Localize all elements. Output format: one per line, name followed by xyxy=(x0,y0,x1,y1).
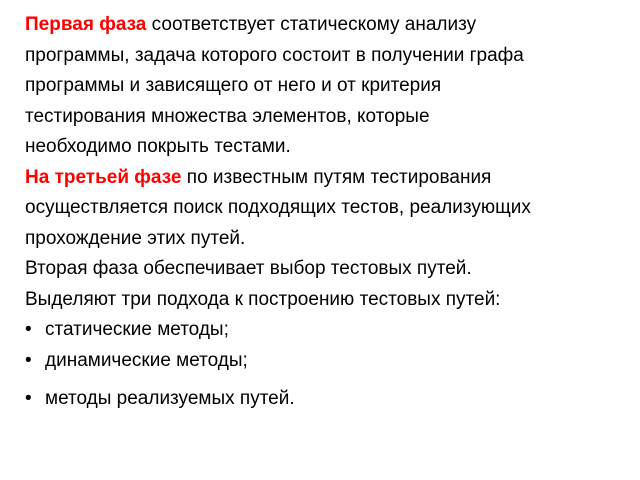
text-line: по известным путям тестирования xyxy=(181,166,492,188)
approaches-list xyxy=(25,315,625,415)
list-item-text: статические методы; xyxy=(45,319,229,340)
text-line: осуществляется поиск подходящих тестов, реализующих xyxy=(25,197,531,218)
list-item xyxy=(25,315,625,346)
slide-content xyxy=(25,10,625,415)
list-item-text: динамические методы; xyxy=(45,349,248,371)
paragraph-first-phase xyxy=(25,10,625,163)
paragraph-third-phase xyxy=(25,163,625,255)
list-item-text: методы реализуемых путей. xyxy=(45,388,295,409)
paragraph-second-phase xyxy=(25,254,625,315)
list-item xyxy=(25,346,625,377)
bullet-icon: • xyxy=(25,349,32,371)
text-line: Вторая фаза обеспечивает выбор тестовых путей. xyxy=(25,258,472,279)
bullet-icon: • xyxy=(25,319,32,340)
highlight-third-phase: На третьей фазе xyxy=(25,166,182,188)
text-line: программы и зависящего от него и от критерия xyxy=(25,75,442,96)
highlight-first-phase: Первая фаза xyxy=(25,14,147,35)
text-line: необходимо покрыть тестами. xyxy=(25,136,291,157)
text-line: прохождение этих путей. xyxy=(25,227,246,249)
text-line: тестирования множества элементов, которые xyxy=(25,105,430,127)
text-line: программы, задача которого состоит в получении графа xyxy=(25,44,524,66)
bullet-icon: • xyxy=(25,388,32,409)
list-item xyxy=(25,384,625,415)
text-line: соответствует статическому анализу xyxy=(146,14,477,35)
text-line: Выделяют три подхода к построению тестовых путей: xyxy=(25,288,501,310)
